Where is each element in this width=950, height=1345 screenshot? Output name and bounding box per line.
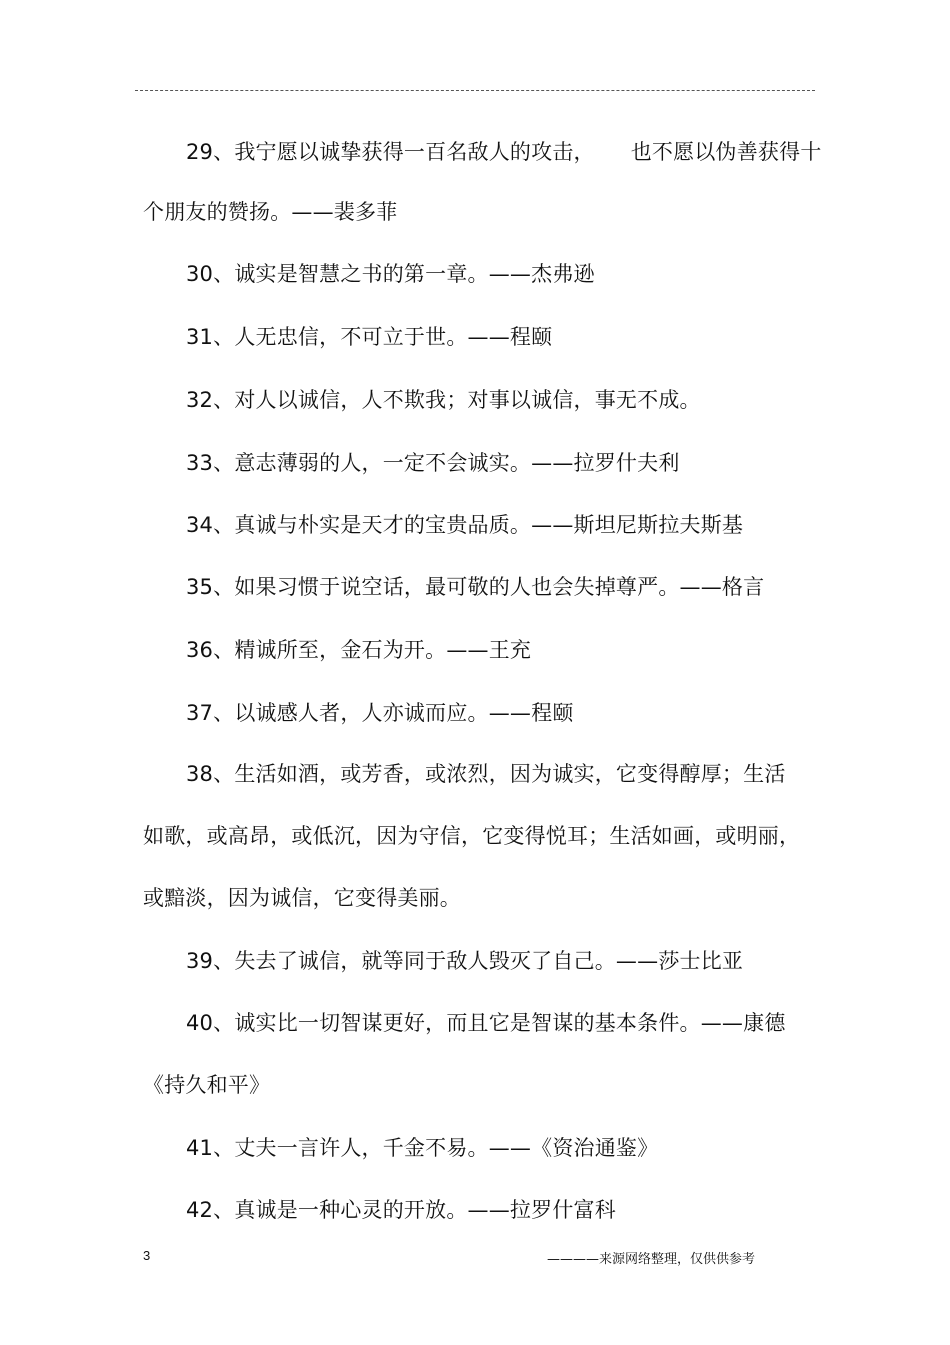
quote-41: 41、丈夫一言许人，千金不易。——《资治通鉴》 <box>186 1136 659 1160</box>
source-note: ————来源网络整理，仅供供参考 <box>547 1252 756 1267</box>
quote-30: 30、诚实是智慧之书的第一章。——杰弗逊 <box>186 262 595 286</box>
quote-29-line-2: 个朋友的赞扬。——裴多菲 <box>143 200 398 224</box>
quote-38-line-2: 如歌，或高昂，或低沉，因为守信，它变得悦耳；生活如画，或明丽， <box>143 824 801 848</box>
quote-40-line-1: 40、诚实比一切智谋更好，而且它是智谋的基本条件。——康德 <box>186 1011 786 1035</box>
quote-36: 36、精诚所至，金石为开。——王充 <box>186 638 532 662</box>
quote-38-line-1: 38、生活如酒，或芳香，或浓烈，因为诚实，它变得醇厚；生活 <box>186 762 786 786</box>
quote-37: 37、以诚感人者，人亦诚而应。——程颐 <box>186 701 574 725</box>
quote-38-line-3: 或黯淡，因为诚信，它变得美丽。 <box>143 886 461 910</box>
quote-29-part-1: 29、我宁愿以诚挚获得一百名敌人的攻击， <box>186 140 595 164</box>
quote-29-part-2: 也不愿以伪善获得十 <box>630 140 822 164</box>
quote-32: 32、对人以诚信，人不欺我；对事以诚信，事无不成。 <box>186 388 701 412</box>
quote-39: 39、失去了诚信，就等同于敌人毁灭了自己。——莎士比亚 <box>186 949 744 973</box>
quote-34: 34、真诚与朴实是天才的宝贵品质。——斯坦尼斯拉夫斯基 <box>186 513 744 537</box>
quote-29-line-1 <box>186 138 822 166</box>
quote-33: 33、意志薄弱的人，一定不会诚实。——拉罗什夫利 <box>186 451 680 475</box>
quote-35: 35、如果习惯于说空话，最可敬的人也会失掉尊严。——格言 <box>186 575 765 599</box>
page-number: 3 <box>143 1248 151 1263</box>
quote-31: 31、人无忠信，不可立于世。——程颐 <box>186 325 553 349</box>
quote-40-line-2: 《持久和平》 <box>143 1073 271 1097</box>
quote-42: 42、真诚是一种心灵的开放。——拉罗什富科 <box>186 1198 616 1222</box>
